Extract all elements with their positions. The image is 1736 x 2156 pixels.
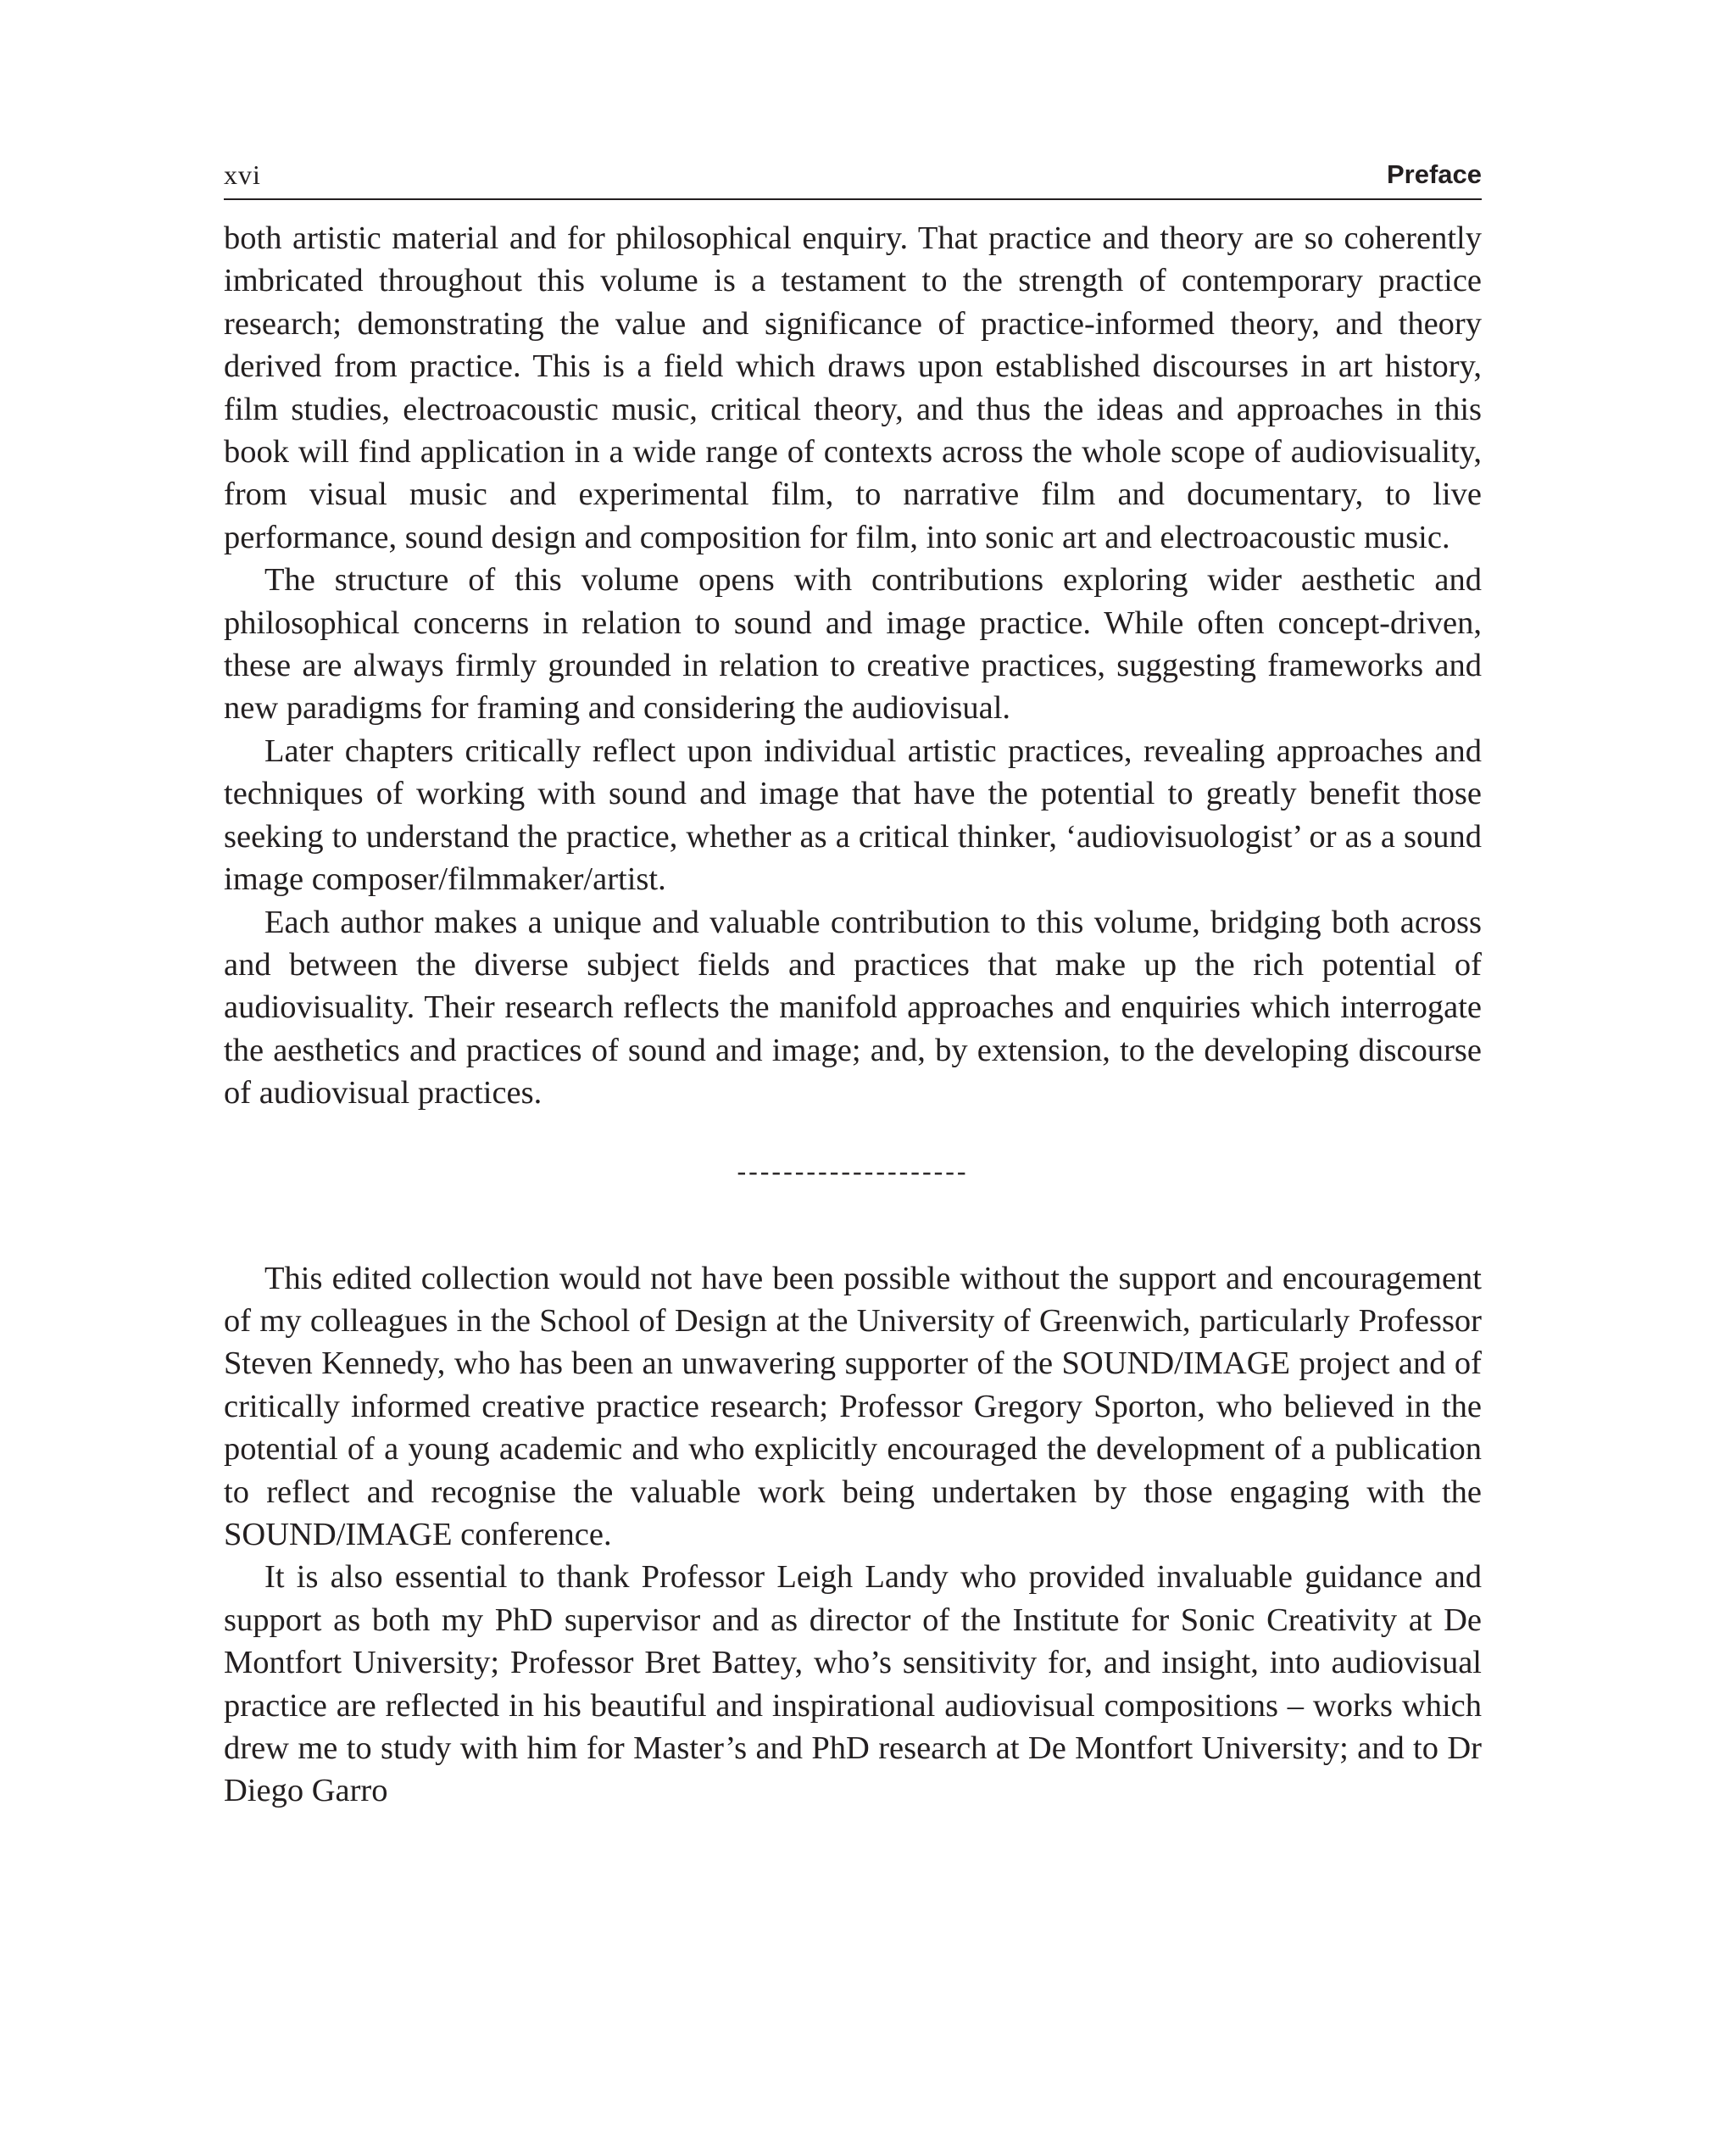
acknowledgement-paragraph: This edited collection would not have been possible without the support and encouragement of my colleagues in the School of Design at the University of Greenwich, particularly Professor Steven Kennedy, who has been an unwavering supporter of the SOUND/IMAGE project and of critically informed creative practice research; Professor Gregory Sporton, who believed in the potential of a young academic and who explicitly encouraged the development of a publication to reflect and recognise the valuable work being undertaken by those engaging with the SOUND/IMAGE conference.: [224, 1260, 1482, 1552]
body-text: [224, 217, 1482, 1813]
book-page: [224, 159, 1482, 1813]
acknowledgement-paragraph: It is also essential to thank Professor Leigh Landy who provided invaluable guidance and support as both my PhD supervisor and as director of the Institute for Sonic Creativity at De Montfort University; Professor Bret Battey, who’s sensitivity for, and insight, into audiovisual practice are reflected in his beautiful and inspirational audiovisual compositions – works which drew me to study with him for Master’s and PhD research at De Montfort University; and to Dr Diego Garro: [224, 1559, 1482, 1809]
paragraph-continued: both artistic material and for philosophical enquiry. That practice and theory are so coherently imbricated throughout this volume is a testament to the strength of contemporary practice research; demonstrating the value and significance of practice-informed theory, and theory derived from practice. This is a field which draws upon established discourses in art history, film studies, electroacoustic music, critical theory, and thus the ideas and approaches in this book will find application in a wide range of contexts across the whole scope of audiovisuality, from visual music and experimental film, to narrative film and documentary, to live performance, sound design and composition for film, into sonic art and electroacoustic music.: [224, 220, 1482, 555]
paragraph: The structure of this volume opens with contributions exploring wider aesthetic and philosophical concerns in relation to sound and image practice. While often concept-driven, these are always firmly grounded in relation to creative practices, suggesting frameworks and new paradigms for framing and considering the audiovisual.: [224, 562, 1482, 727]
paragraph: Each author makes a unique and valuable contribution to this volume, bridging both across and between the diverse subject fields and practices that make up the rich potential of audiovisuality. Their research reflects the manifold approaches and enquiries which interrogate the aesthetics and practices of sound and image; and, by extension, to the developing discourse of audiovisual practices.: [224, 904, 1482, 1111]
paragraph: Later chapters critically reflect upon individual artistic practices, revealing approaches and techniques of working with sound and image that have the potential to greatly benefit those seeking to understand the practice, whether as a critical thinker, ‘audiovisuologist’ or as a sound image composer/filmmaker/artist.: [224, 733, 1482, 898]
section-title: Preface: [1386, 159, 1482, 189]
running-head: [224, 159, 1482, 200]
page-number: xvi: [224, 159, 261, 190]
section-separator: --------------------: [737, 1155, 969, 1186]
